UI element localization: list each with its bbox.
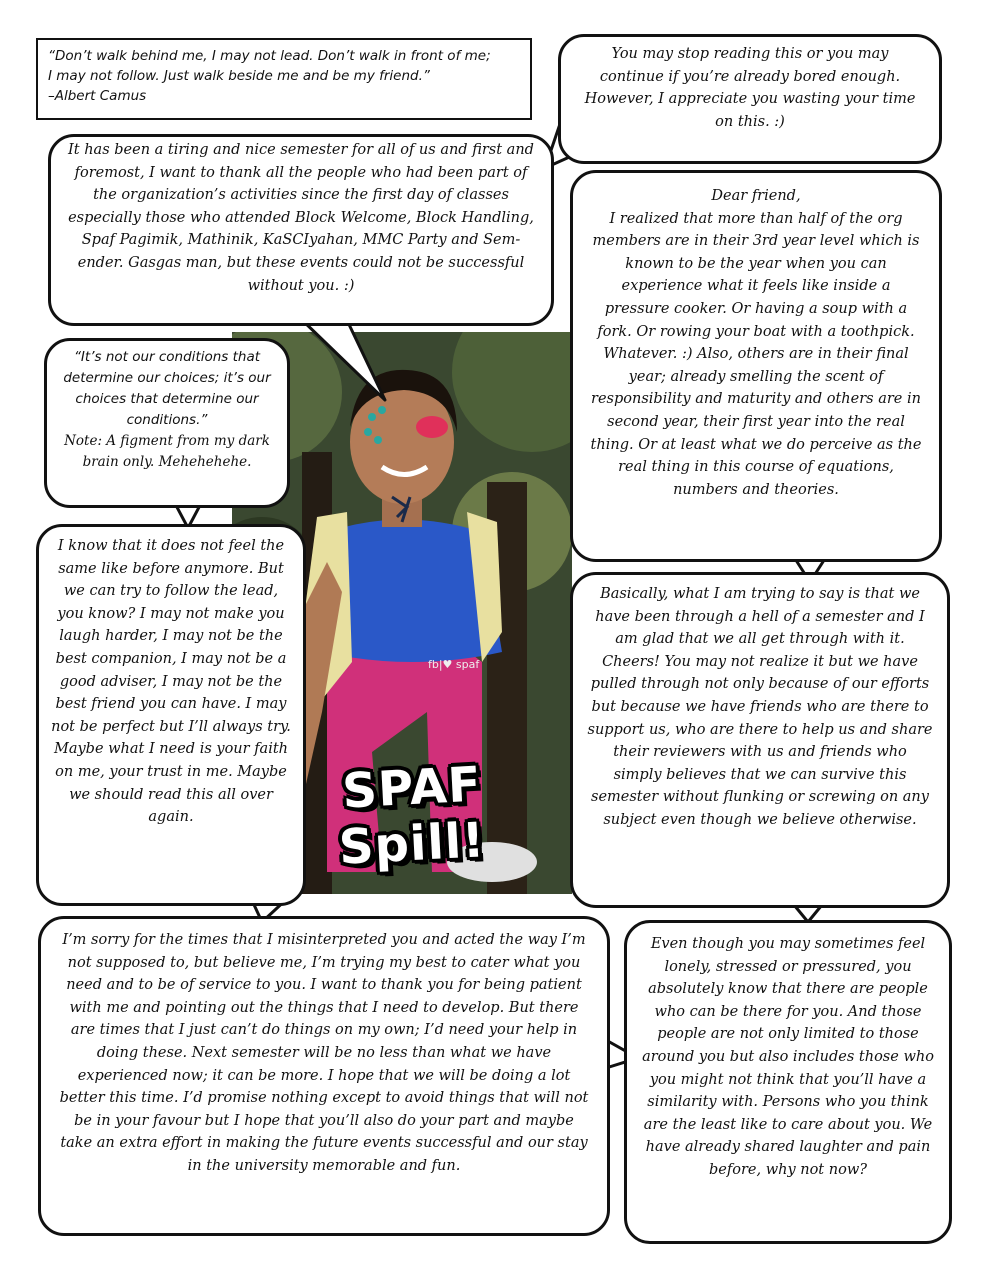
dear-friend-bubble xyxy=(570,170,942,562)
conditions-quote: “It’s not our conditions that determine our choices; it’s our choices that determine our conditions.” xyxy=(63,349,271,428)
thanks-text: It has been a tiring and nice semester for all of us and first and foremost, I want to thank all the people who had been part of the organization’s activities since the first day of classes especially those who attended Block Welcome, Block Handling, Spaf Pagimik, Mathinik, KaSCIyahan, MMC Party and Sem- ender. Gasgas man, but these events could not be successful without you. :) xyxy=(68,142,534,294)
sorry-text: I’m sorry for the times that I misinterpreted you and acted the way I’m not supposed to, but believe me, I’m trying my best to cater what you need and to be of service to you. I want to thank you for being patient with me and pointing out the things that I need to develop. But there are times that I just can’t do things on my own; I’d need your help in doing these. Next semester will be no less than what we have experienced now; it can be more. I hope that we will be doing a lot better this time. I’d promise nothing except to avoid things that will not be in your favour but I hope that you’ll also do your part and maybe take an extra effort in making the future events successful and our stay in the university memorable and fun. xyxy=(59,932,589,1174)
conditions-note: Note: A figment from my dark brain only. Mehehehehe. xyxy=(64,433,270,470)
follow-lead-text: I know that it does not feel the same like before anymore. But we can try to follow the lead, you know? I may not make you laugh harder, I may not be the best companion, I may not be a good adviser, I may not be the best friend you can have. I may not be perfect but I’ll always try. Maybe what I need is your faith on me, your trust in me. Maybe we should read this all over again. xyxy=(51,538,291,826)
logo-line-1: SPAF xyxy=(340,756,484,820)
dear-friend-salutation: Dear friend, xyxy=(711,188,801,204)
sorry-bubble xyxy=(38,916,610,1236)
camus-quote-line-1: “Don’t walk behind me, I may not lead. Don’t walk in front of me; xyxy=(48,48,491,64)
logo-line-2: Spill! xyxy=(337,812,487,876)
thanks-bubble xyxy=(48,134,554,326)
lonely-bubble xyxy=(624,920,952,1244)
basically-bubble xyxy=(570,572,950,908)
camus-quote-line-2: I may not follow. Just walk beside me and be my friend.” xyxy=(48,68,430,84)
lonely-text: Even though you may sometimes feel lonely, stressed or pressured, you absolutely know that there are people who can be there for you. And those people are not only limited to those around you but also includes those who you might not think that you’ll have a similarity with. Persons who you think are the least like to care about you. We have already shared laughter and pain before, why not now? xyxy=(642,936,934,1178)
stop-reading-text: You may stop reading this or you may continue if you’re already bored enough. However, I appreciate you wasting your time on this. :) xyxy=(584,46,916,130)
basically-text: Basically, what I am trying to say is that we have been through a hell of a semester and I am glad that we all get through with it. Cheers! You may not realize it but we have pulled through not only because of our efforts but because we have friends who are there to support us, who are there to help us and share their reviewers with us and friends who simply believes that we can survive this semester without flunking or screwing on any subject even though we believe otherwise. xyxy=(587,586,933,828)
photo-watermark: fb|♥ spaf xyxy=(428,658,480,671)
camus-quote-attribution: –Albert Camus xyxy=(48,88,147,104)
follow-lead-bubble xyxy=(36,524,306,906)
dear-friend-body: I realized that more than half of the org members are in their 3rd year level which is known to be the year when you can experience what it feels like inside a pressure cooker. Or having a soup with a fork. Or rowing your boat with a toothpick. Whatever. :) Also, others are in their final year; already smelling the scent of responsibility and maturity and others are in second year, their first year into the real thing. Or at least what we do perceive as the real thing in this course of equations, numbers and theories. xyxy=(590,210,922,498)
conditions-bubble xyxy=(44,338,290,508)
camus-quote-box xyxy=(36,38,532,120)
stop-reading-bubble xyxy=(558,34,942,164)
